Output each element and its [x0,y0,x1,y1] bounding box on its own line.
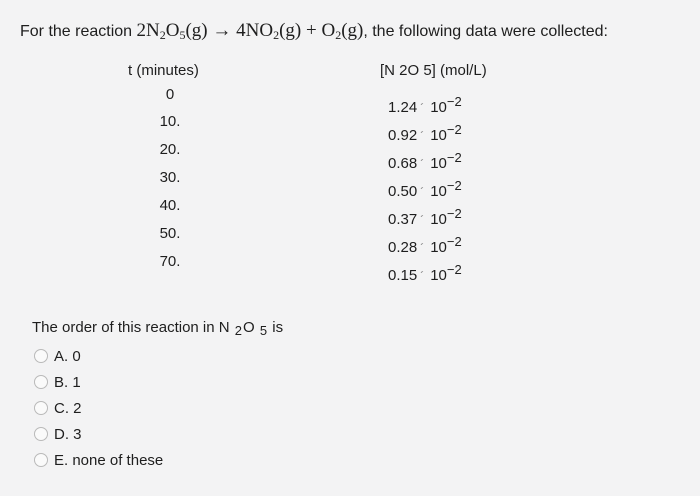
concentration-cell: 0.50 ´ $10^{-2}$ [388,178,462,200]
option-label: B. 1 [54,373,81,391]
concentration-cell: 0.15 ´ $10^{-2}$ [388,262,462,284]
concentration-cell: 1.24 ´ $10^{-2}$ [388,94,462,116]
time-cell: 50. [159,225,181,242]
reaction-equation: $2N_2O_5(g) \to 4NO_2(g) + O_2(g)$ [136,20,364,42]
option-e[interactable] [34,447,163,473]
option-label: A. 0 [54,347,81,365]
option-a[interactable] [34,343,163,369]
radio-button[interactable] [34,427,48,441]
time-cell: 10. [159,113,181,130]
statement-prefix: For the reaction [20,23,133,40]
question-text: The order of this reaction in N 2O 5 is [32,319,284,338]
time-cell: 70. [159,253,181,270]
option-label: E. none of these [54,451,164,469]
option-label: D. 3 [54,425,82,443]
concentration-cell: 0.28 ´ $10^{-2}$ [388,234,462,256]
option-d[interactable] [34,421,163,447]
answer-options [34,343,163,473]
problem-statement [20,20,608,43]
time-cell: 20. [159,141,181,158]
option-b[interactable] [34,369,163,395]
statement-suffix: , the following data were collected: [363,23,608,40]
concentration-column-header: [N 2O 5] (mol/L) [380,62,487,79]
radio-button[interactable] [34,375,48,389]
time-cell: 30. [159,169,181,186]
concentration-cell: 0.68 ´ $10^{-2}$ [388,150,462,172]
radio-button[interactable] [34,349,48,363]
time-cell: 40. [159,197,181,214]
concentration-cell: 0.37 ´ $10^{-2}$ [388,206,462,228]
option-label: C. 2 [54,399,82,417]
radio-button[interactable] [34,453,48,467]
concentration-cell: 0.92 ´ $10^{-2}$ [388,122,462,144]
time-column-header: t (minutes) [128,62,199,79]
radio-button[interactable] [34,401,48,415]
time-cell: 0 [165,86,175,103]
option-c[interactable] [34,395,163,421]
